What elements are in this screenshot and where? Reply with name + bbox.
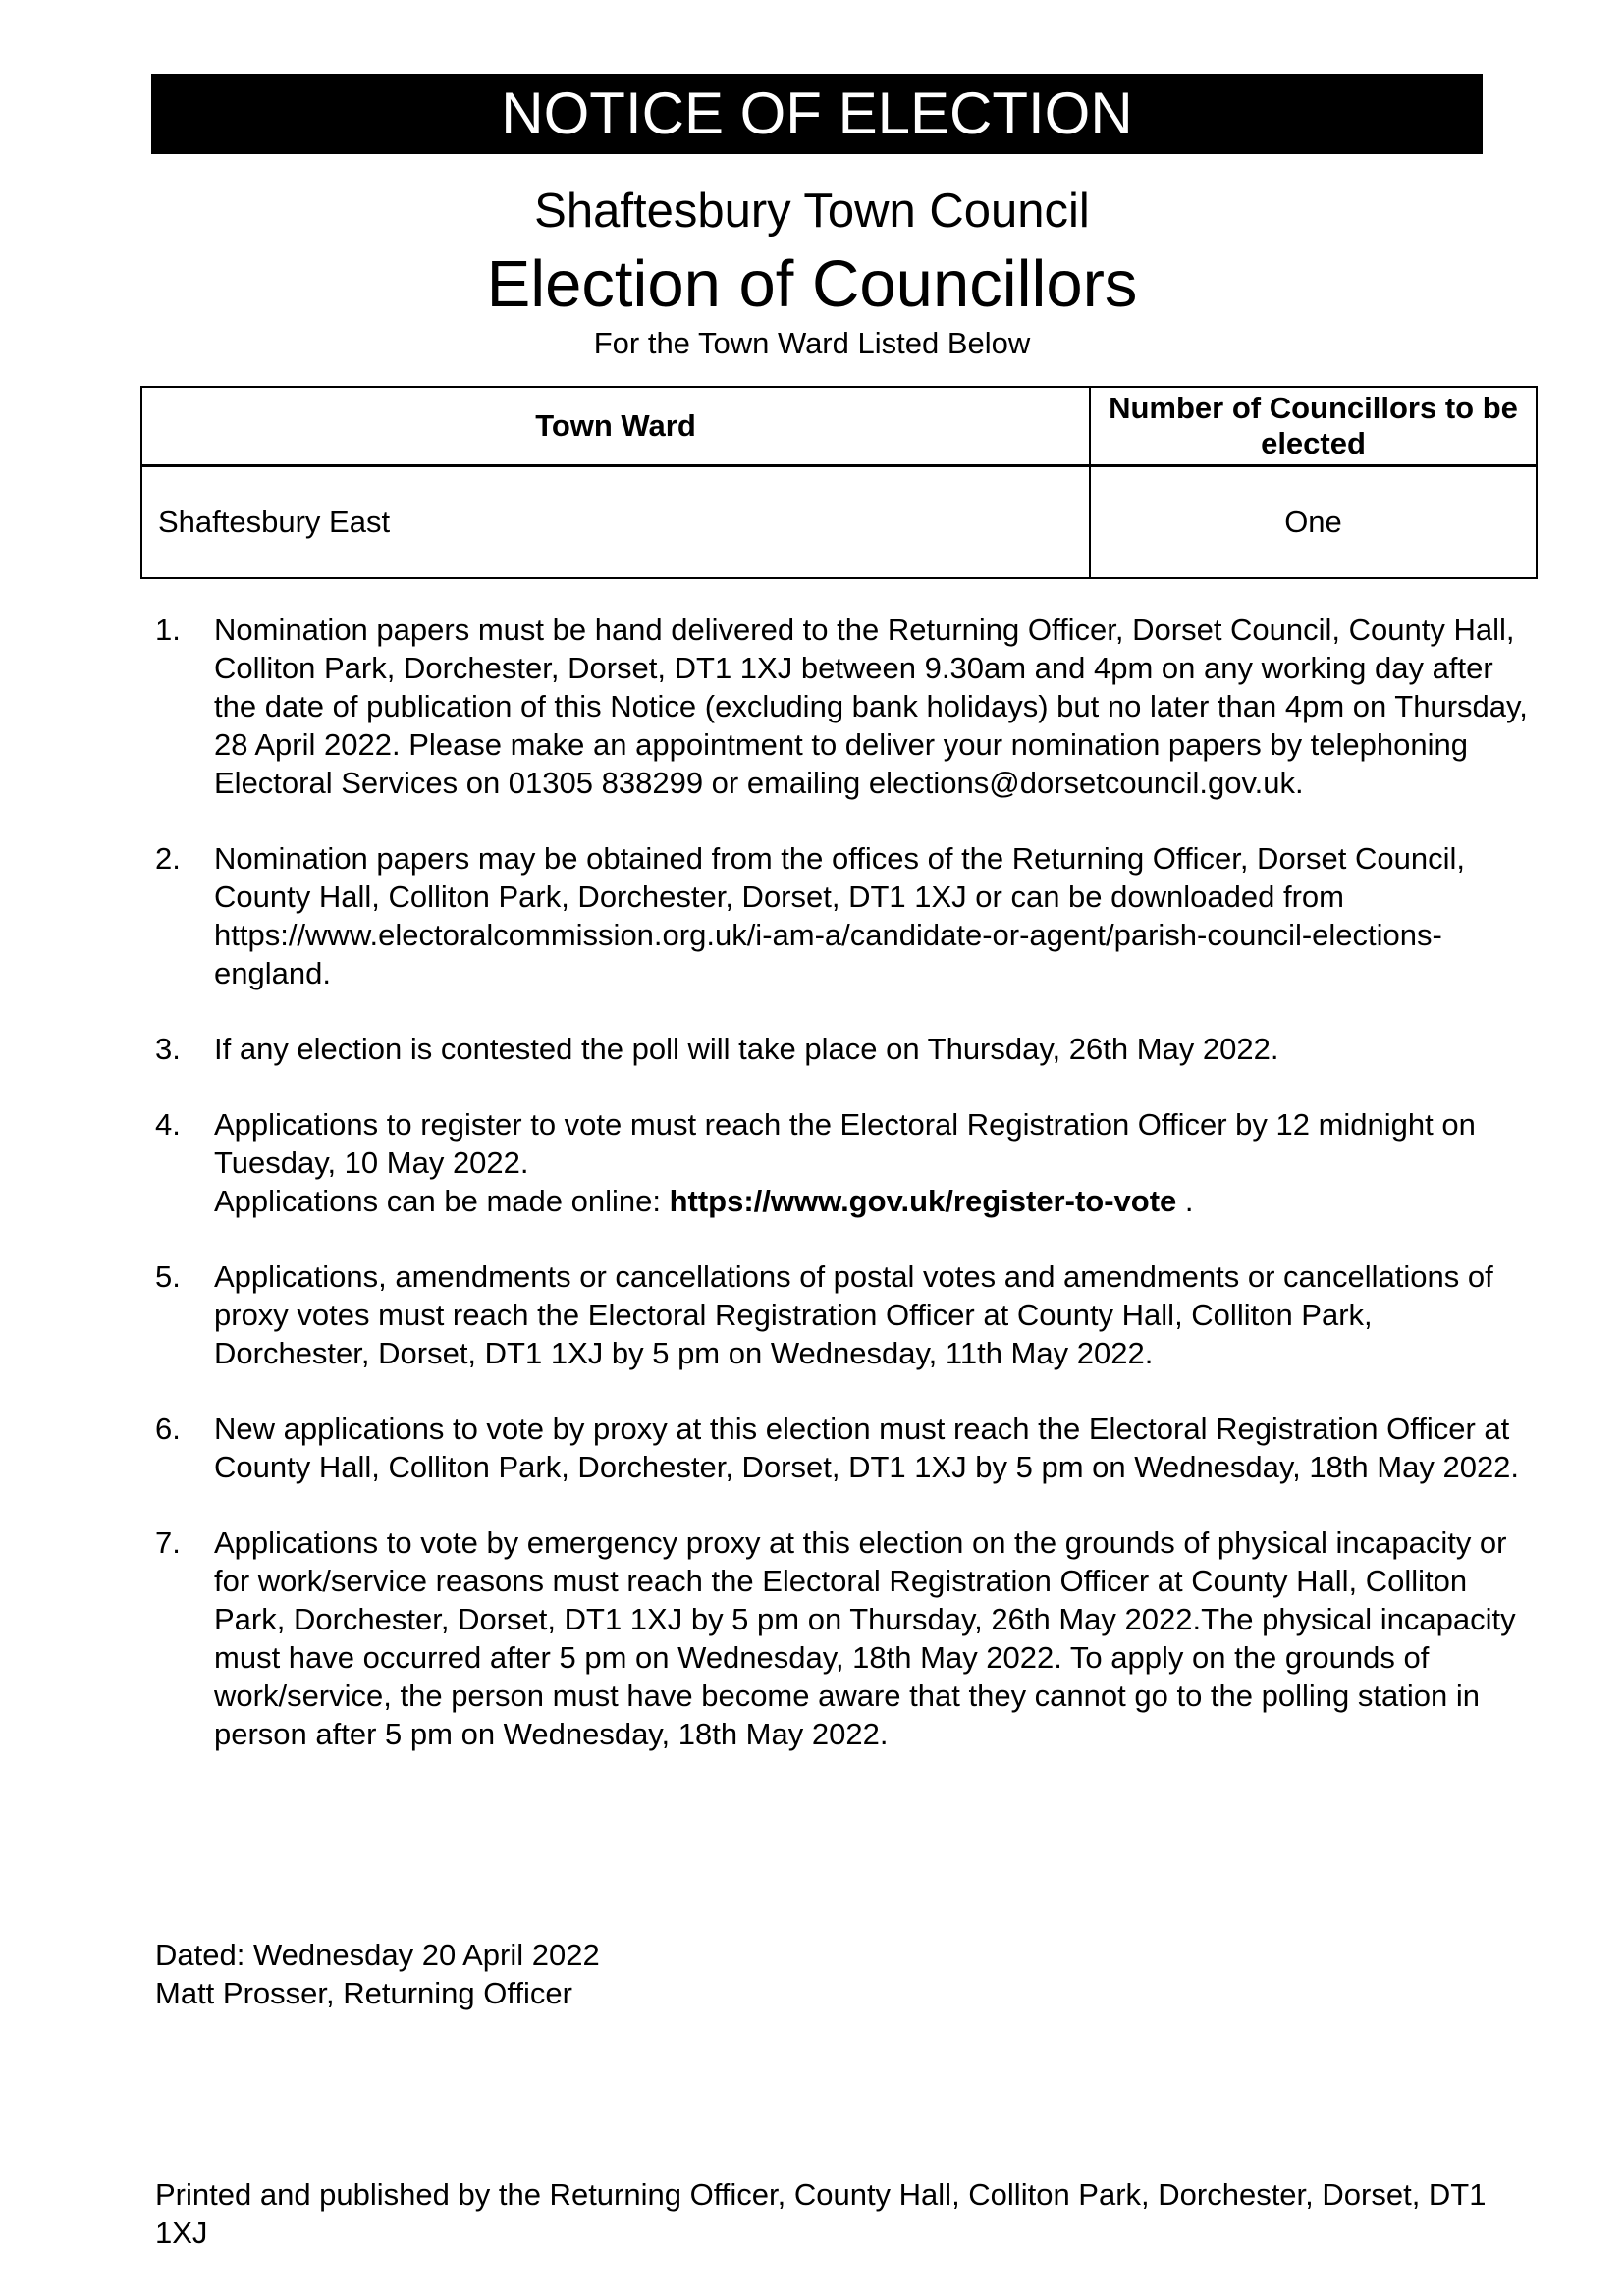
list-item: [155, 1410, 1530, 1486]
signature-block: [155, 1936, 600, 2012]
online-suffix: .: [1176, 1184, 1194, 1218]
council-name: Shaftesbury Town Council: [534, 185, 1090, 238]
ward-table: [140, 386, 1538, 579]
notice-banner: NOTICE OF ELECTION: [151, 74, 1483, 154]
intro-text: For the Town Ward Listed Below: [593, 326, 1031, 360]
list-item: [155, 1523, 1530, 1753]
online-prefix: Applications can be made online:: [214, 1184, 670, 1218]
list-item: [155, 1105, 1530, 1220]
item-text: Nomination papers may be obtained from the offices of the Returning Officer, Dorset Council, County Hall, Colliton Park, Dorchester, Dorset, DT1 1XJ or can be downloaded from https://www.electoralcommission.org.uk/i-am-a/candidate-or-agent/parish-council-elections-england.: [214, 841, 1465, 990]
register-to-vote-link[interactable]: https://www.gov.uk/register-to-vote: [669, 1184, 1177, 1218]
signatory-line: Matt Prosser, Returning Officer: [155, 1976, 572, 2010]
imprint: Printed and published by the Returning Officer, County Hall, Colliton Park, Dorchester, Dorset, DT1 1XJ: [155, 2177, 1487, 2250]
item-text: Applications, amendments or cancellations of postal votes and amendments or cancellations of proxy votes must reach the Electoral Registration Officer at County Hall, Colliton Park, Dorchester, Dorset, DT1 1XJ by 5 pm on Wednesday, 11th May 2022.: [214, 1259, 1493, 1370]
page-title: Election of Councillors: [486, 247, 1138, 321]
item-number: 6.: [155, 1412, 181, 1446]
list-item: [155, 611, 1530, 802]
item-number: 4.: [155, 1107, 181, 1142]
list-item: [155, 1257, 1530, 1372]
cell-councillor-count: One: [1090, 466, 1537, 579]
item-text: Applications to register to vote must reach the Electoral Registration Officer by 12 midnight on Tuesday, 10 May 2022.: [214, 1107, 1476, 1180]
table-header-row: [141, 387, 1537, 466]
dated-line: Dated: Wednesday 20 April 2022: [155, 1938, 600, 1972]
item-text: Applications to vote by emergency proxy at this election on the grounds of physical incapacity or for work/service reasons must reach the Electoral Registration Officer at County Hall, Colliton Park, Dorchester, Dorset, DT1 1XJ by 5 pm on Thursday, 26th May 2022.The physical incapacity must have occurred after 5 pm on Wednesday, 18th May 2022. To apply on the grounds of work/service, the person must have become aware that they cannot go to the polling station in person after 5 pm on Wednesday, 18th May 2022.: [214, 1525, 1516, 1751]
item-text: Nomination papers must be hand delivered to the Returning Officer, Dorset Council, County Hall, Colliton Park, Dorchester, Dorset, DT1 1XJ between 9.30am and 4pm on any working day after the date of publication of this Notice (excluding bank holidays) but no later than 4pm on Thursday, 28 April 2022. Please make an appointment to deliver your nomination papers by telephoning Electoral Services on 01305 838299 or emailing elections@dorsetcouncil.gov.uk.: [214, 613, 1528, 800]
notice-items: [155, 611, 1530, 1790]
header-town-ward: Town Ward: [141, 387, 1090, 466]
cell-ward-name: Shaftesbury East: [141, 466, 1090, 579]
list-item: [155, 839, 1530, 992]
list-item: [155, 1030, 1530, 1068]
item-number: 2.: [155, 841, 181, 876]
item-number: 1.: [155, 613, 181, 647]
item-text: If any election is contested the poll will take place on Thursday, 26th May 2022.: [214, 1032, 1279, 1066]
header-number-of-councillors: Number of Councillors to be elected: [1090, 387, 1537, 466]
item-number: 7.: [155, 1525, 181, 1560]
item-number: 5.: [155, 1259, 181, 1294]
item-number: 3.: [155, 1032, 181, 1066]
table-row: [141, 466, 1537, 579]
item-text: New applications to vote by proxy at this election must reach the Electoral Registration Officer at County Hall, Colliton Park, Dorchester, Dorset, DT1 1XJ by 5 pm on Wednesday, 18th May 2022.: [214, 1412, 1520, 1484]
